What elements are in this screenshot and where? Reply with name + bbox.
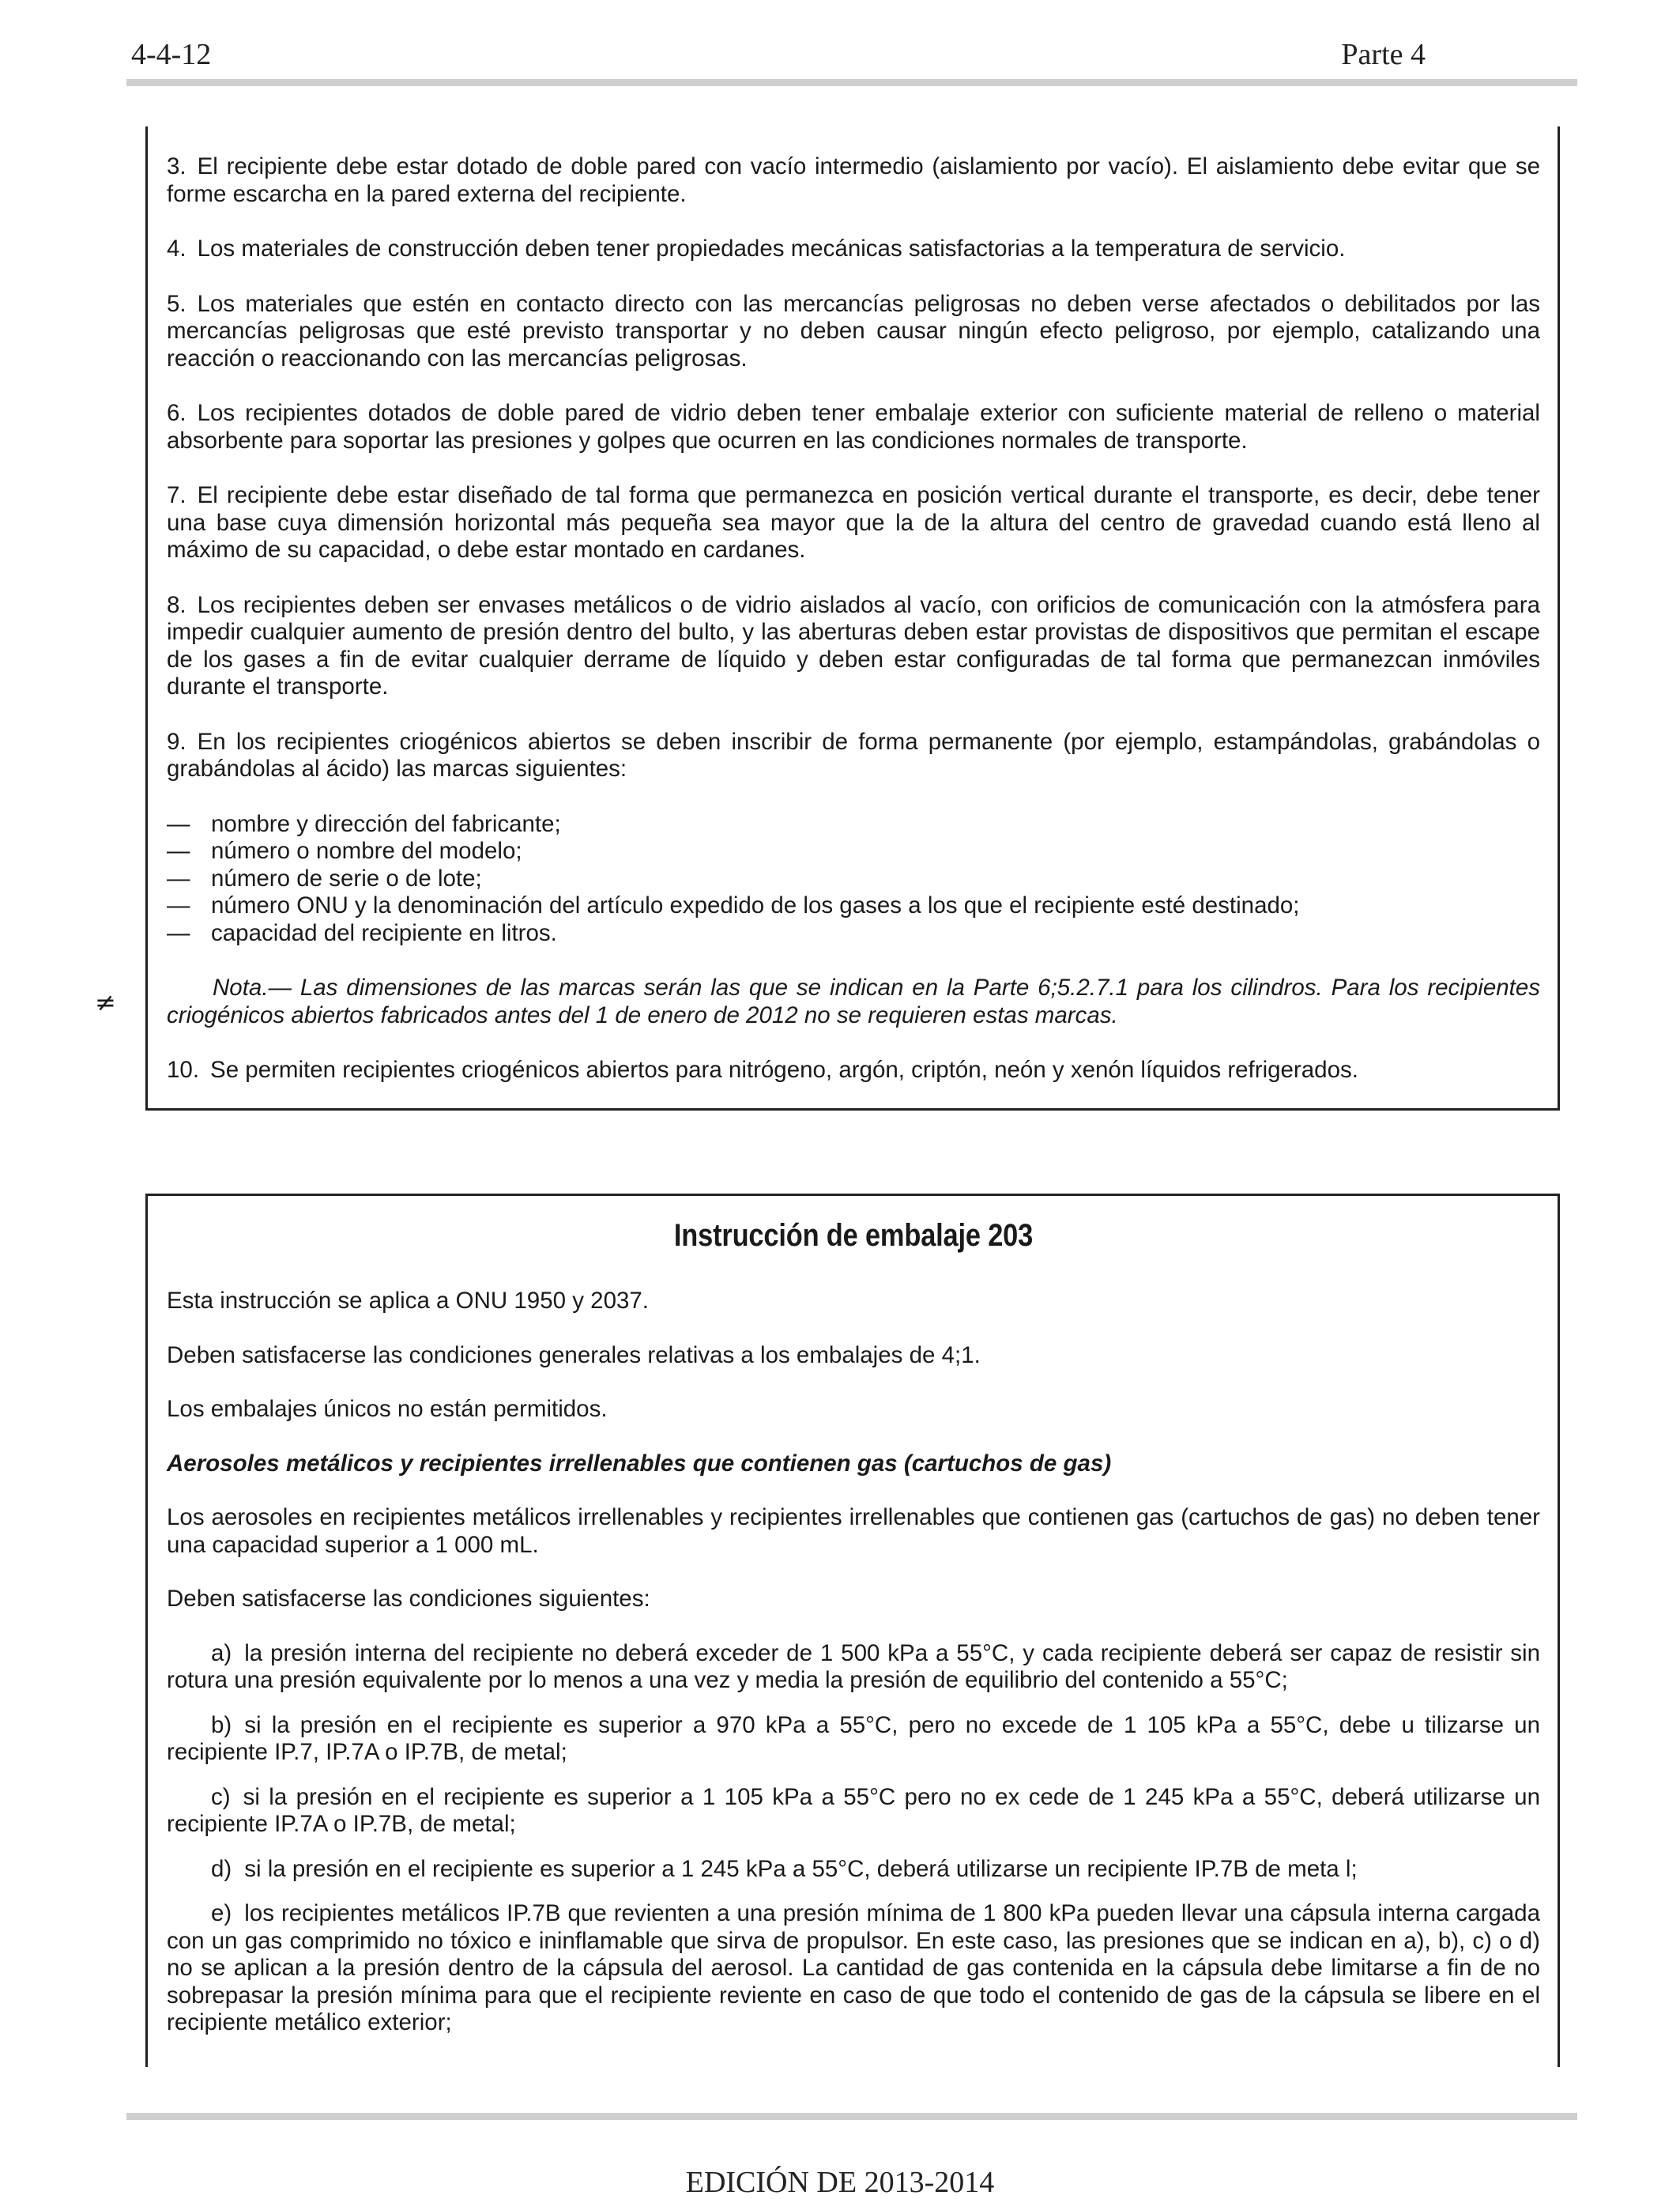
condition-e bbox=[167, 1900, 1540, 2037]
item-7 bbox=[167, 482, 1540, 564]
list-item: — número ONU y la denominación del artículo expedido de los gases a los que el recipiente esté destinado; bbox=[167, 892, 1540, 920]
condition-text: si la presión en el recipiente es superior a 970 kPa a 55°C, pero no excede de 1 105 kPa a 55°C, debe u tilizarse un recipiente IP.7, IP.7A o IP.7B, de metal; bbox=[167, 1711, 1540, 1765]
item-text: En los recipientes criogénicos abiertos se deben inscribir de forma permanente (por ejemplo, estampándolas, grabándolas o grabándolas al ácido) las marcas siguientes: bbox=[167, 728, 1540, 782]
list-item: — número o nombre del modelo; bbox=[167, 838, 1540, 866]
item-3 bbox=[167, 153, 1540, 208]
condition-letter: a) bbox=[211, 1639, 232, 1666]
subheading: Aerosoles metálicos y recipientes irrellenables que contienen gas (cartuchos de gas) bbox=[167, 1450, 1112, 1477]
item-6 bbox=[167, 400, 1540, 455]
item-text: El recipiente debe estar dotado de doble pared con vacío intermedio (aislamiento por vacío). El aislamiento debe evitar que se forme escarcha en la pared externa del recipiente. bbox=[167, 153, 1540, 207]
condition-text: la presión interna del recipiente no deberá exceder de 1 500 kPa a 55°C, y cada recipiente deberá ser capaz de resistir sin rotura una presión equivalente por lo menos a una vez y media la presión de equilibrio del contenido a 55°C; bbox=[167, 1639, 1540, 1693]
item-number: 4. bbox=[167, 236, 186, 262]
item-text: Los materiales de construcción deben tener propiedades mecánicas satisfactorias a la temperatura de servicio. bbox=[197, 236, 1346, 262]
capacity-paragraph: Los aerosoles en recipientes metálicos irrellenables y recipientes irrellenables que contienen gas (cartuchos de gas) no deben tener una capacidad superior a 1 000 mL. bbox=[167, 1504, 1540, 1558]
edition-label: EDICIÓN DE 2013-2014 bbox=[685, 2166, 995, 2199]
item-number: 3. bbox=[167, 153, 186, 179]
condition-text: si la presión en el recipiente es superior a 1 105 kPa a 55°C pero no ex cede de 1 245 kPa a 55°C, deberá utilizarse un recipiente IP.7A o IP.7B, de metal; bbox=[167, 1783, 1540, 1837]
item-text: Los recipientes deben ser envases metálicos o de vidrio aislados al vacío, con orificios de comunicación con la atmósfera para impedir cualquier aumento de presión dentro del bulto, y las aberturas deben estar provistas de dispositivos que permitan el escape de los gases a fin de evitar cualquier derrame de líquido y deben estar configuradas de tal forma que permanezcan inmóviles durante el transporte. bbox=[167, 591, 1540, 700]
page-number: 4-4-12 bbox=[131, 38, 212, 71]
change-mark: ≠ bbox=[95, 987, 116, 1017]
paragraph: Deben satisfacerse las condiciones generales relativas a los embalajes de 4;1. bbox=[167, 1341, 981, 1368]
part-label: Parte 4 bbox=[1341, 38, 1426, 71]
condition-d bbox=[167, 1856, 1540, 1884]
condition-letter: c) bbox=[211, 1783, 231, 1810]
item-number: 9. bbox=[167, 728, 186, 755]
paragraph: Esta instrucción se aplica a ONU 1950 y 2037. bbox=[167, 1288, 649, 1314]
item-number: 7. bbox=[167, 482, 186, 508]
condition-a bbox=[167, 1640, 1540, 1695]
item-number: 6. bbox=[167, 400, 186, 426]
item-number: 8. bbox=[167, 591, 186, 618]
packing-instruction-title: Instrucción de embalaje 203 bbox=[673, 1218, 1034, 1253]
item-text: Los recipientes dotados de doble pared de vidrio deben tener embalaje exterior con suficiente material de relleno o material absorbente para soportar las presiones y golpes que ocurren en las condiciones normales de transporte. bbox=[167, 400, 1540, 454]
item-10 bbox=[167, 1057, 1540, 1084]
condition-letter: e) bbox=[211, 1900, 232, 1926]
item-text: El recipiente debe estar diseñado de tal forma que permanezca en posición vertical durante el transporte, es decir, debe tener una base cuya dimensión horizontal más pequeña sea mayor que la de la altura del centro de gravedad cuando está lleno al máximo de su capacidad, o debe estar montado en cardanes. bbox=[167, 482, 1540, 563]
marks-list bbox=[167, 811, 1540, 948]
continuation-box bbox=[145, 126, 1560, 1111]
packing-instruction-box bbox=[145, 1194, 1560, 2067]
conditions-intro: Deben satisfacerse las condiciones siguientes: bbox=[167, 1586, 650, 1612]
item-5 bbox=[167, 291, 1540, 373]
paragraph: Los embalajes únicos no están permitidos. bbox=[167, 1396, 608, 1422]
item-number: 5. bbox=[167, 290, 186, 317]
item-text: Se permiten recipientes criogénicos abiertos para nitrógeno, argón, criptón, neón y xenón líquidos refrigerados. bbox=[210, 1057, 1358, 1083]
condition-b bbox=[167, 1712, 1540, 1767]
header-rule bbox=[126, 79, 1577, 86]
footer-rule bbox=[126, 2113, 1577, 2120]
note: Nota.— Las dimensiones de las marcas serán las que se indican en la Parte 6;5.2.7.1 para los cilindros. Para los recipientes criogénicos abiertos fabricados antes del 1 de enero de 2012 no se requieren estas marcas. bbox=[167, 975, 1540, 1028]
condition-letter: d) bbox=[211, 1855, 232, 1882]
list-item: — capacidad del recipiente en litros. bbox=[167, 920, 1540, 948]
list-item: — número de serie o de lote; bbox=[167, 866, 1540, 893]
item-text: Los materiales que estén en contacto directo con las mercancías peligrosas no deben verse afectados o debilitados por las mercancías peligrosas que esté previsto transportar y no deben causar ningún efecto peligroso, por ejemplo, catalizando una reacción o reaccionando con las mercancías peligrosas. bbox=[167, 290, 1540, 372]
condition-letter: b) bbox=[211, 1711, 232, 1738]
condition-text: si la presión en el recipiente es superior a 1 245 kPa a 55°C, deberá utilizarse un recipiente IP.7B de meta l; bbox=[244, 1855, 1358, 1882]
list-item: — nombre y dirección del fabricante; bbox=[167, 811, 1540, 839]
item-4 bbox=[167, 236, 1540, 263]
condition-c bbox=[167, 1784, 1540, 1839]
item-number: 10. bbox=[167, 1057, 200, 1083]
condition-text: los recipientes metálicos IP.7B que revienten a una presión mínima de 1 800 kPa pueden llevar una cápsula interna cargada con un gas comprimido no tóxico e ininflamable que sirva de propulsor. En este caso, las presiones que se indican en a), b), c) o d) no se aplican a la presión dentro de la cápsula del aerosol. La cantidad de gas contenida en la cápsula debe limitarse a fin de no sobrepasar la presión mínima para que el recipiente reviente en caso de que todo el contenido de gas de la cápsula se libere en el recipiente metálico exterior; bbox=[167, 1900, 1540, 2035]
item-8 bbox=[167, 592, 1540, 701]
item-9 bbox=[167, 729, 1540, 783]
